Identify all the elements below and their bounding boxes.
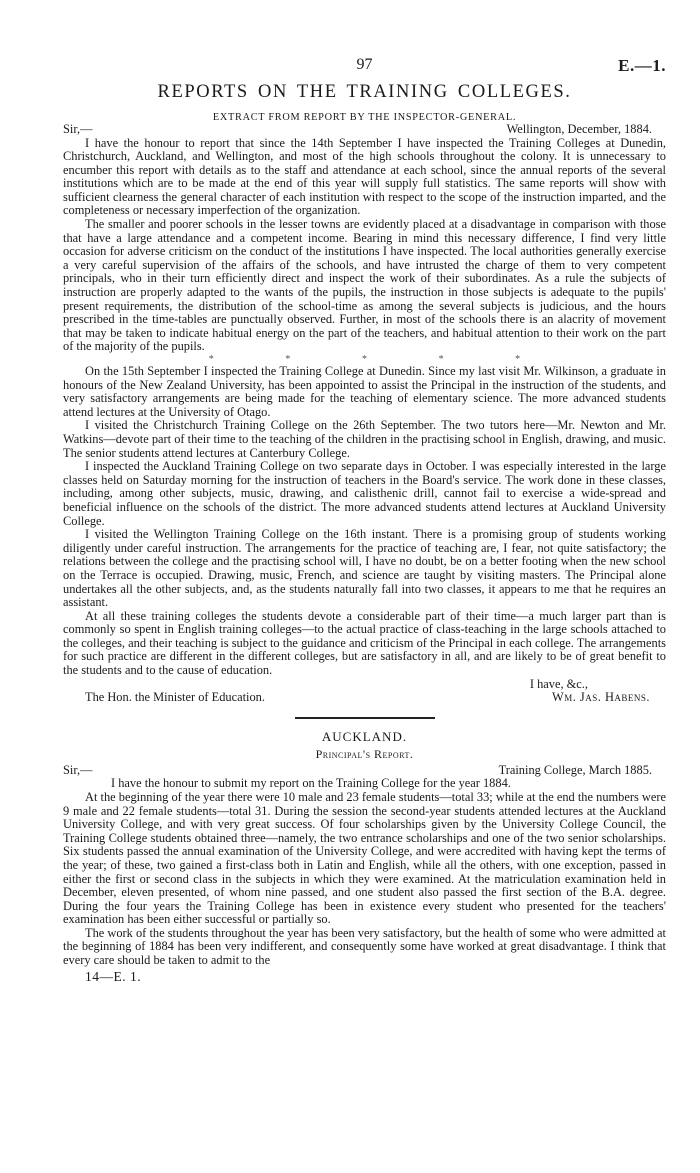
salutation: Sir,— bbox=[63, 122, 93, 136]
paragraph: The work of the students throughout the year has been very satisfactory, but the health of some who were admitted at the beginning of 1884 has been very indifferent, and consequently some have worked at great disadvantage. I think that every care should be taken to admit to the bbox=[63, 925, 666, 968]
paragraph: I have the honour to report that since the 14th September I have inspected the Training Colleges at Dunedin, Christchurch, Auckland, and Wellington, and most of the high schools throughout the colony. It is unnecessary to encumber this report with details as to the staff and attendance at each school, since the annual reports of the several institutions which are to be made at the end of this year will supply full statistics. The same reports will show with sufficient clearness the general character of each institution with respect to the scope of the instruction imparted, and the completeness or necessary imperfection of the organization. bbox=[63, 135, 666, 218]
series-mark: E.—1. bbox=[618, 56, 666, 75]
star: * bbox=[285, 354, 291, 365]
page-header bbox=[63, 56, 666, 82]
salutation-row bbox=[63, 764, 666, 778]
addressee: The Hon. the Minister of Education. bbox=[85, 690, 265, 705]
section-divider bbox=[295, 717, 435, 719]
paragraph: I inspected the Auckland Training College on two separate days in October. I was especially interested in the large classes held on Saturday morning for the instruction of teachers in the Board's service. The work done in these classes, including, among other subjects, music, drawing, and calisthenic drill, cannot fail to exercise a wide-spread and beneficial influence on the schools of the district. The more advanced students attend lectures at Auckland University College. bbox=[63, 459, 666, 528]
signature: Wm. Jas. Habens. bbox=[552, 690, 650, 705]
document-page bbox=[63, 56, 666, 985]
paragraph: I visited the Wellington Training College on the 16th instant. There is a promising group of students working diligently under careful instruction. The arrangements for the practice of teaching are, I fear, not quite satisfactory; the relations between the college and the practising school will, I have no doubt, be on a better footing when the new school on the Terrace is occupied. Drawing, music, French, and science are taught by visiting masters. The Principal alone undertakes all the other subjects, and, as the students naturally fall into two classes, it appears to me that he requires an assistant. bbox=[63, 527, 666, 610]
report-caption: EXTRACT FROM REPORT BY THE INSPECTOR-GENERAL. bbox=[212, 112, 517, 123]
star: * bbox=[438, 354, 444, 365]
paragraph: On the 15th September I inspected the Training College at Dunedin. Since my last visit Mr. Wilkinson, a graduate in honours of the New Zealand University, has been appointed to assist the Principal in the instruction of the students, and very satisfactory arrangements are being made for the teaching of elementary science. The more advanced students attend lectures at the University of Otago. bbox=[63, 364, 666, 419]
paragraph: I have the honour to submit my report on the Training College for the year 1884. bbox=[111, 776, 511, 791]
paragraph: At all these training colleges the students devote a considerable part of their time—a much larger part than is commonly so spent in English training colleges—to the actual practice of class-teaching in the large schools attached to the colleges, and their teaching is subject to the guidance and criticism of the Principal in each college. The arrangements for such practice are different in the different colleges, but are satisfactory in all, and are likely to be of great benefit to the students and to the cause of education. bbox=[63, 608, 666, 678]
signature-mark: 14—E. 1. bbox=[85, 968, 142, 984]
page-number: 97 bbox=[356, 56, 373, 73]
place-date: Training College, March 1885. bbox=[498, 762, 652, 777]
star: * bbox=[361, 354, 367, 365]
signature-row bbox=[63, 691, 666, 705]
paragraph: At the beginning of the year there were 10 male and 23 female students—total 33; while at the end the numbers were 9 male and 22 female students—total 31. During the session the second-year students attended lectures at the Auckland University College, and with very great success. Of four scholarships given by the University College Council, the Training College students obtained three—namely, the two entrance scholarships and one of the two senior scholarships. Six students passed the annual examination of the University College, and were accredited with having kept the terms of the year; of these, two gained a first-class both in Latin and English, while all the others, with one exception, passed in either the first or second class in the subjects in which they were examined. At the matriculation examination held in December, eleven presented, of whom nine passed, and one student also passed the first section of the B.A. degree. During the four years the Training College has been in existence every student who presented for the teachers' examination has been either successful or partially so. bbox=[63, 789, 666, 927]
closing: I have, &c., bbox=[529, 676, 588, 691]
star: * bbox=[208, 354, 214, 365]
place-date: Wellington, December, 1884. bbox=[506, 122, 652, 136]
paragraph: The smaller and poorer schools in the lesser towns are evidently placed at a disadvantage in comparison with those that have a large attendance and a competent income. Bearing in mind this necessary difference, I find very little occasion for adverse criticism on the conduct of the institutions I have inspected. The local authorities generally exercise a very careful supervision of the affairs of the schools, and have intrusted the charge of them to very competent principals, who in their turn efficiently direct and inspect the work of their subordinates. As a rule the subjects of instruction are properly adapted to the wants of the pupils, the instruction in those subjects is adequate to the pupils' present requirements, the distribution of the school-time as among the several subjects is judicious, and the hours prescribed in the time-tables are punctually observed. Further, in most of the schools there is an alacrity of movement that may be taken to indicate habitual energy on the part of the teachers, and habitual attention to their work on the part of the majority of the pupils. bbox=[63, 217, 666, 354]
section-subheading: Principal's Report. bbox=[315, 746, 414, 761]
salutation: Sir,— bbox=[63, 762, 93, 777]
section-heading: AUCKLAND. bbox=[321, 728, 408, 744]
paragraph: I visited the Christchurch Training College on the 26th September. The two tutors here—Mr. Newton and Mr. Watkins—devote part of their time to the teaching of the children in the practising school in English, drawing, and music. The senior students attend lectures at Canterbury College. bbox=[63, 418, 666, 460]
closing-row bbox=[63, 678, 666, 692]
salutation-row bbox=[63, 123, 666, 137]
star: * bbox=[515, 354, 521, 365]
page-title: REPORTS ON THE TRAINING COLLEGES. bbox=[157, 82, 572, 102]
